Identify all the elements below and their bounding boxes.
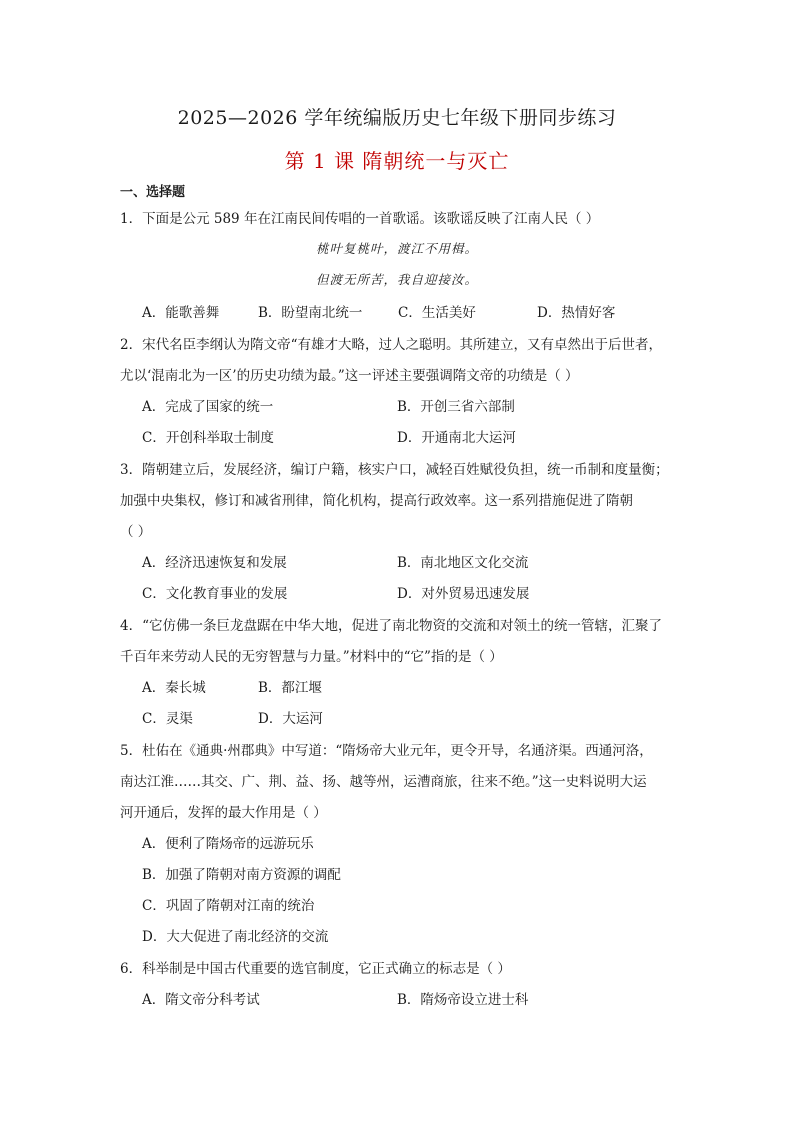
- q3-option-b: B．南北地区文化交流: [397, 555, 529, 571]
- q3-option-d: D．对外贸易迅速发展: [397, 586, 530, 602]
- q4-option-c: C．灵渠: [142, 711, 193, 727]
- q1-stem: 1．下面是公元 589 年在江南民间传唱的一首歌谣。该歌谣反映了江南人民（ ）: [120, 211, 600, 227]
- lesson-title: 第 1 课 隋朝统一与灭亡: [284, 149, 510, 173]
- q3-option-a: A．经济迅速恢复和发展: [142, 555, 287, 571]
- q6-option-b: B．隋炀帝设立进士科: [397, 992, 529, 1008]
- q2-option-d: D．开通南北大运河: [397, 430, 516, 446]
- q1-option-a: A．能歌善舞: [142, 305, 220, 321]
- q4-option-d: D．大运河: [258, 711, 323, 727]
- q2-stem-line-1: 2．宋代名臣李纲认为隋文帝“有雄才大略，过人之聪明。其所建立，又有卓然出于后世者，: [120, 337, 662, 353]
- q3-stem-line-2: 加强中央集权，修订和减省刑律，简化机构，提高行政效率。这一系列措施促进了隋朝: [120, 493, 633, 509]
- q2-stem-line-2: 尤以‘混南北为一区’的历史功绩为最。”这一评述主要强调隋文帝的功绩是（ ）: [120, 368, 579, 384]
- q4-option-a: A．秦长城: [142, 680, 206, 696]
- section-heading: 一、选择题: [120, 185, 186, 200]
- q2-option-b: B．开创三省六部制: [397, 399, 515, 415]
- q6-option-a: A．隋文帝分科考试: [142, 992, 260, 1008]
- q4-stem-line-1: 4．“它仿佛一条巨龙盘踞在中华大地，促进了南北物资的交流和对领土的统一管辖，汇聚了: [120, 618, 662, 634]
- q2-option-c: C．开创科举取士制度: [142, 430, 274, 446]
- q5-option-d: D．大大促进了南北经济的交流: [142, 929, 329, 945]
- q5-option-a: A．便利了隋炀帝的远游玩乐: [142, 836, 314, 852]
- q4-option-b: B．都江堰: [258, 680, 322, 696]
- q3-stem-line-1: 3．隋朝建立后，发展经济，编订户籍，核实户口，减轻百姓赋役负担，统一币制和度量衡；: [120, 462, 669, 478]
- q5-stem-line-3: 河开通后，发挥的最大作用是（ ）: [120, 805, 327, 821]
- q6-stem: 6．科举制是中国古代重要的选官制度，它正式确立的标志是（ ）: [120, 961, 511, 977]
- page-title: 2025—2026 学年统编版历史七年级下册同步练习: [177, 107, 617, 129]
- q1-poem-line-1: 桃叶复桃叶，渡江不用楫。: [315, 241, 478, 256]
- q4-stem-line-2: 千百年来劳动人民的无穷智慧与力量。”材料中的“它”指的是（ ）: [120, 649, 503, 665]
- q1-option-d: D．热情好客: [537, 305, 616, 321]
- q2-option-a: A．完成了国家的统一: [142, 399, 274, 415]
- q3-stem-line-3: （ ）: [120, 524, 152, 540]
- q5-stem-line-2: 南达江淮……其交、广、荆、益、扬、越等州，运漕商旅，往来不绝。”这一史料说明大运: [120, 774, 647, 790]
- q5-option-b: B．加强了隋朝对南方资源的调配: [142, 867, 341, 883]
- q3-option-c: C．文化教育事业的发展: [142, 586, 288, 602]
- q5-stem-line-1: 5．杜佑在《通典·州郡典》中写道：“隋炀帝大业元年，更令开导，名通济渠。西通河洛，: [120, 743, 653, 759]
- q1-option-c: C．生活美好: [398, 305, 476, 321]
- q5-option-c: C．巩固了隋朝对江南的统治: [142, 898, 315, 914]
- q1-option-b: B．盼望南北统一: [258, 305, 363, 321]
- q1-poem-line-2: 但渡无所苦，我自迎接汝。: [315, 272, 478, 287]
